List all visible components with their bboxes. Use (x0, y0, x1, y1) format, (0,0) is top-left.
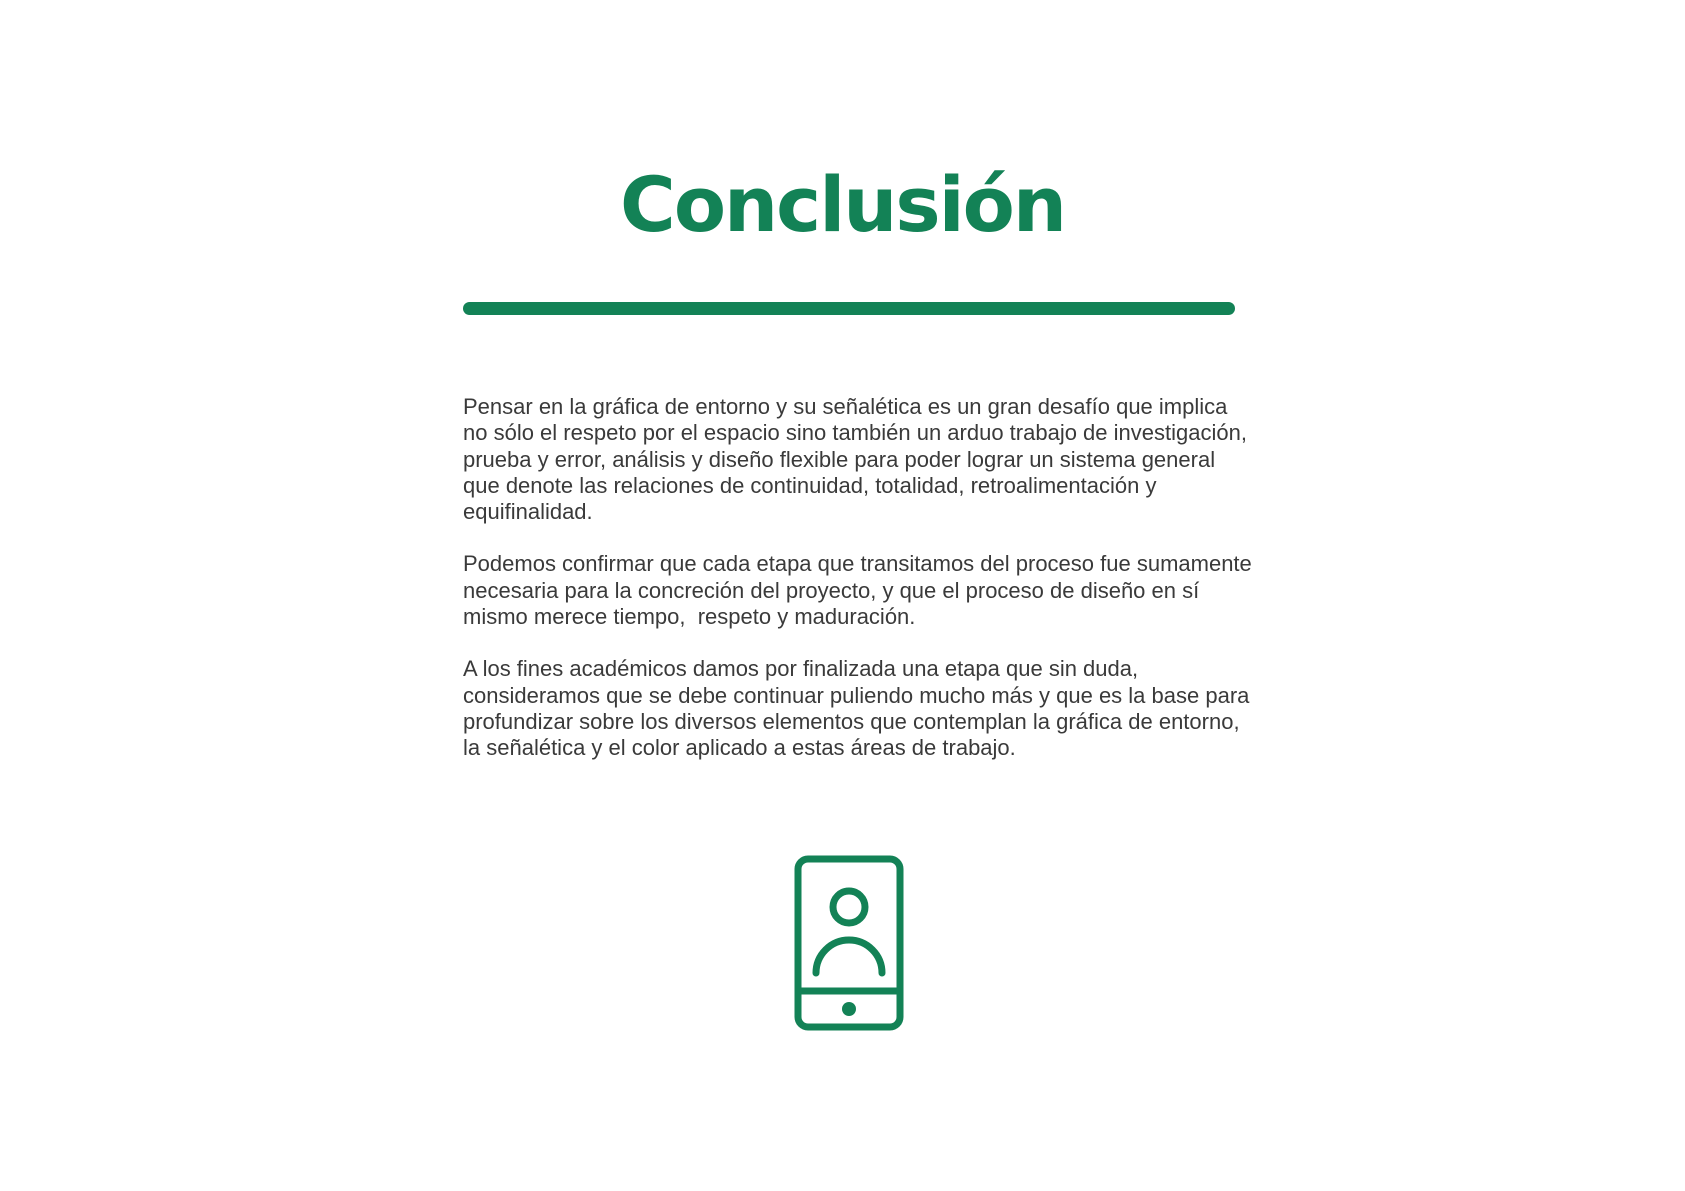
title-divider (463, 302, 1235, 315)
paragraph-3: A los fines académicos damos por finalizada una etapa que sin duda, consideramos que se debe continuar puliendo mucho más y que es la base para profundizar sobre los diversos elementos que contemplan la gráfica de entorno, la señalética y el color aplicado a estas áreas de trabajo. (463, 656, 1256, 761)
paragraph-2: Podemos confirmar que cada etapa que transitamos del proceso fue sumamente necesaria para la concreción del proyecto, y que el proceso de diseño en sí mismo merece tiempo, respeto y maduración. (463, 551, 1258, 630)
page-title: Conclusión (620, 160, 1065, 249)
paragraph-1: Pensar en la gráfica de entorno y su señalética es un gran desafío que implica no sólo el respeto por el espacio sino también un arduo trabajo de investigación, prueba y error, análisis y diseño flexible para poder lograr un sistema general que denote las relaciones de continuidad, totalidad, retroalimentación y equifinalidad. (463, 394, 1254, 525)
smartphone-user-icon (794, 855, 904, 1031)
body-text (463, 394, 1258, 788)
